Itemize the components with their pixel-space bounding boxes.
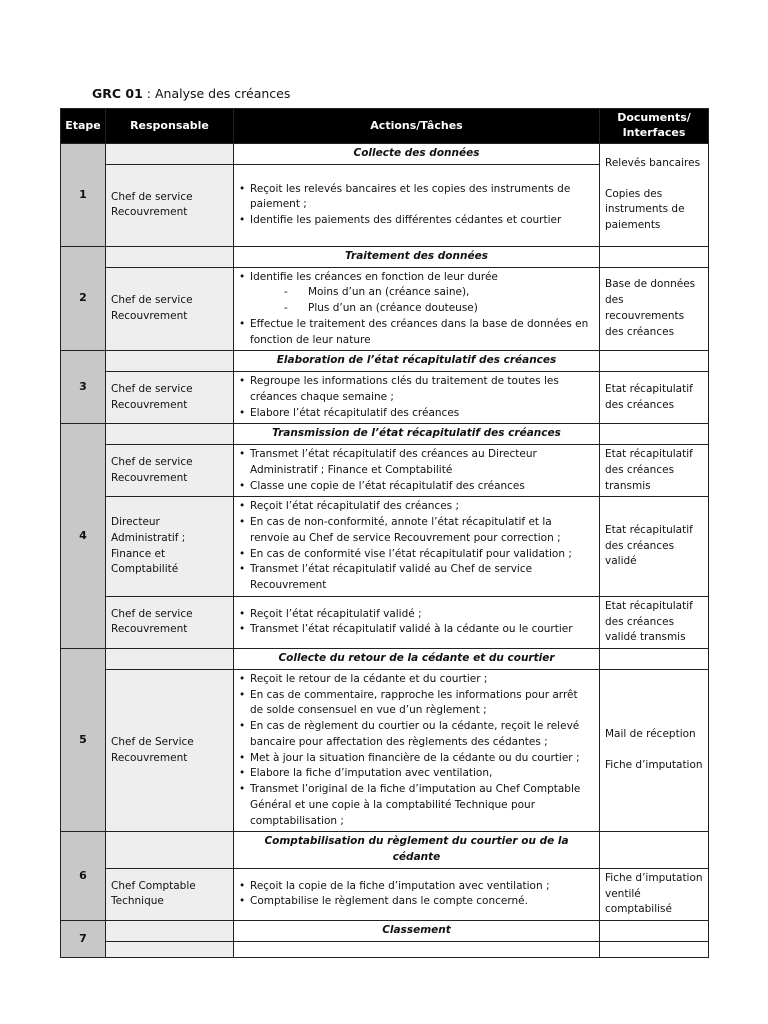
phase-title: Classement <box>234 921 600 942</box>
document-title <box>92 86 290 101</box>
responsable-cell <box>106 351 234 372</box>
step-row <box>61 669 709 832</box>
task-item: • En cas de conformité vise l’état récapitulatif pour validation ; <box>239 547 594 563</box>
header-etape: Etape <box>61 109 106 144</box>
responsable-cell: Chef Comptable Technique <box>106 868 234 920</box>
document-line: Relevés bancaires <box>605 156 701 169</box>
documents-cell <box>600 424 709 445</box>
document-subtitle: Analyse des créances <box>154 86 291 101</box>
etape-cell: 3 <box>61 351 106 424</box>
task-item: • Transmet l’état récapitulatif validé à la cédante ou le courtier <box>239 622 594 638</box>
documents-cell <box>600 351 709 372</box>
phase-title: Transmission de l’état récapitulatif des créances <box>234 424 600 445</box>
responsable-cell: Chef de service Recouvrement <box>106 445 234 497</box>
phase-title: Elaboration de l’état récapitulatif des créances <box>234 351 600 372</box>
phase-title: Traitement des données <box>234 246 600 267</box>
etape-cell: 6 <box>61 832 106 921</box>
document-line <box>605 743 703 758</box>
documents-cell <box>600 649 709 670</box>
task-item: • Reçoit la copie de la fiche d’imputation avec ventilation ; <box>239 879 594 895</box>
document-code: GRC 01 <box>92 86 143 101</box>
tasks-cell <box>234 267 600 351</box>
etape-cell: 7 <box>61 921 106 958</box>
task-item: • Identifie les paiements des différentes cédantes et courtier <box>239 213 594 229</box>
task-item: • En cas de règlement du courtier ou la cédante, reçoit le relevé bancaire pour affectation des règlements des cédantes ; <box>239 719 594 751</box>
responsable-cell: Chef de service Recouvrement <box>106 596 234 648</box>
phase-row <box>61 424 709 445</box>
phase-title: Collecte du retour de la cédante et du courtier <box>234 649 600 670</box>
responsable-cell <box>106 144 234 165</box>
responsable-cell: Directeur Administratif ; Finance et Comptabilité <box>106 497 234 597</box>
etape-cell: 1 <box>61 144 106 247</box>
documents-cell: Base de données des recouvrements des créances <box>600 267 709 351</box>
responsable-cell <box>106 941 234 957</box>
phase-row <box>61 921 709 942</box>
responsable-cell: Chef de service Recouvrement <box>106 164 234 246</box>
documents-cell <box>600 144 709 247</box>
etape-cell: 2 <box>61 246 106 351</box>
task-item: • Transmet l’état récapitulatif validé au Chef de service Recouvrement <box>239 562 594 594</box>
subtask-item: - Plus d’un an (créance douteuse) <box>250 301 594 317</box>
responsable-cell <box>106 832 234 869</box>
tasks-cell <box>234 497 600 597</box>
documents-cell <box>600 832 709 869</box>
task-item: • Comptabilise le règlement dans le compte concerné. <box>239 894 594 910</box>
responsable-cell: Chef de Service Recouvrement <box>106 669 234 832</box>
documents-cell: Fiche d’imputation ventilé comptabilisé <box>600 868 709 920</box>
phase-row <box>61 351 709 372</box>
task-item: • Elabore la fiche d’imputation avec ventilation, <box>239 766 594 782</box>
task-item: • Regroupe les informations clés du traitement de toutes les créances chaque semaine ; <box>239 374 594 406</box>
step-row <box>61 267 709 351</box>
document-line: Mail de réception <box>605 728 696 741</box>
step-row <box>61 941 709 957</box>
task-item: • Transmet l’original de la fiche d’imputation au Chef Comptable Général et une copie à la comptabilité Technique pour comptabilisation ; <box>239 782 594 829</box>
task-item: • En cas de commentaire, rapproche les informations pour arrêt de solde consensuel en vue d’un règlement ; <box>239 688 594 720</box>
phase-row <box>61 144 709 165</box>
responsable-cell <box>106 424 234 445</box>
task-item: • Reçoit les relevés bancaires et les copies des instruments de paiement ; <box>239 182 594 214</box>
tasks-cell <box>234 164 600 246</box>
tasks-cell <box>234 941 600 957</box>
documents-cell <box>600 941 709 957</box>
task-item: • Classe une copie de l’état récapitulatif des créances <box>239 479 594 495</box>
step-row <box>61 596 709 648</box>
etape-cell: 4 <box>61 424 106 649</box>
phase-row <box>61 649 709 670</box>
task-item: • Effectue le traitement des créances dans la base de données en fonction de leur nature <box>239 317 594 349</box>
document-line: Fiche d’imputation <box>605 759 703 771</box>
table-header-row <box>61 109 709 144</box>
documents-cell <box>600 921 709 942</box>
task-item: • En cas de non-conformité, annote l’état récapitulatif et la renvoie au Chef de service Recouvrement pour correction ; <box>239 515 594 547</box>
documents-cell <box>600 669 709 832</box>
header-responsable: Responsable <box>106 109 234 144</box>
tasks-cell <box>234 669 600 832</box>
phase-row <box>61 246 709 267</box>
subtask-item: - Moins d’un an (créance saine), <box>250 285 594 301</box>
document-line: Copies des instruments de paiements <box>605 187 685 232</box>
responsable-cell <box>106 921 234 942</box>
documents-cell: Etat récapitulatif des créances validé <box>600 497 709 597</box>
task-item: • Met à jour la situation financière de la cédante ou du courtier ; <box>239 751 594 767</box>
tasks-cell <box>234 596 600 648</box>
header-documents: Documents/ Interfaces <box>600 109 709 144</box>
task-item: • Identifie les créances en fonction de leur durée - Moins d’un an (créance saine), - Plus d’un an (créance douteuse) <box>239 270 594 317</box>
task-item: • Reçoit l’état récapitulatif des créances ; <box>239 499 594 515</box>
documents-cell: Etat récapitulatif des créances validé transmis <box>600 596 709 648</box>
responsable-cell: Chef de service Recouvrement <box>106 267 234 351</box>
responsable-cell: Chef de service Recouvrement <box>106 372 234 424</box>
phase-row <box>61 832 709 869</box>
etape-cell: 5 <box>61 649 106 832</box>
step-row <box>61 868 709 920</box>
task-item: • Reçoit l’état récapitulatif validé ; <box>239 607 594 623</box>
header-actions: Actions/Tâches <box>234 109 600 144</box>
phase-title: Comptabilisation du règlement du courtier ou de la cédante <box>234 832 600 869</box>
tasks-cell <box>234 445 600 497</box>
task-item: • Reçoit le retour de la cédante et du courtier ; <box>239 672 594 688</box>
phase-title: Collecte des données <box>234 144 600 165</box>
tasks-cell <box>234 868 600 920</box>
documents-cell <box>600 246 709 267</box>
step-row <box>61 497 709 597</box>
documents-cell: Etat récapitulatif des créances transmis <box>600 445 709 497</box>
task-item: • Transmet l’état récapitulatif des créances au Directeur Administratif ; Finance et Comptabilité <box>239 447 594 479</box>
step-row <box>61 372 709 424</box>
process-table <box>60 108 709 958</box>
responsable-cell <box>106 649 234 670</box>
step-row <box>61 445 709 497</box>
title-separator: : <box>142 86 155 101</box>
responsable-cell <box>106 246 234 267</box>
task-item: • Elabore l’état récapitulatif des créances <box>239 406 594 422</box>
documents-cell: Etat récapitulatif des créances <box>600 372 709 424</box>
document-line <box>605 172 703 187</box>
tasks-cell <box>234 372 600 424</box>
